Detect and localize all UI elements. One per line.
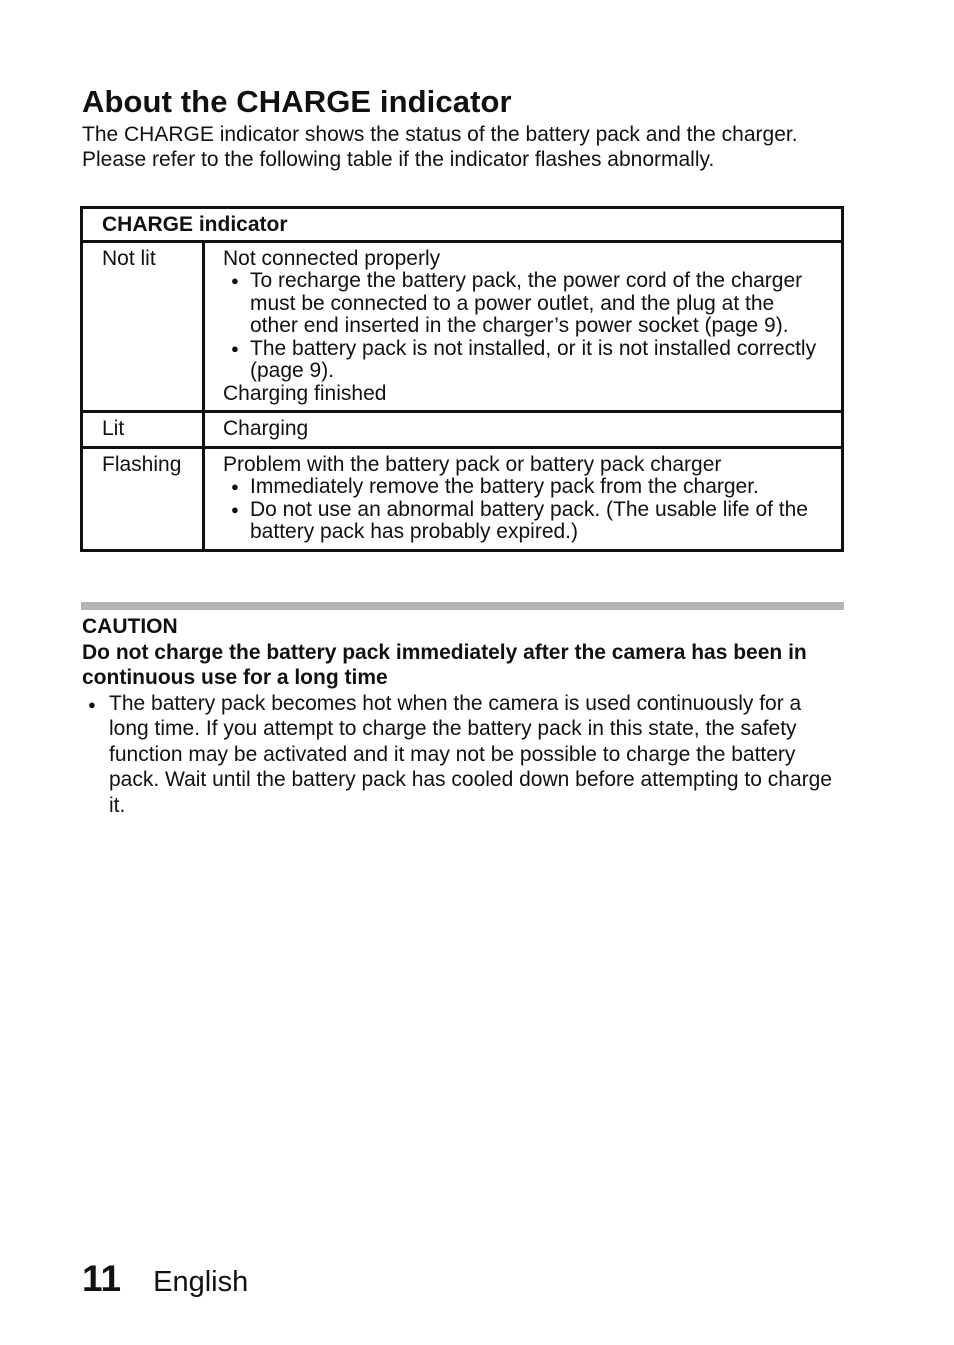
bullet-item: ● The battery pack is not installed, or it is not installed correctly (page 9). bbox=[223, 338, 823, 383]
indicator-description bbox=[204, 412, 843, 448]
description-bullets bbox=[223, 476, 823, 544]
caution-heading: CAUTION bbox=[82, 615, 178, 638]
table-row bbox=[82, 447, 843, 550]
indicator-state: Not lit bbox=[82, 241, 204, 412]
charge-indicator-table bbox=[80, 206, 844, 552]
indicator-description bbox=[204, 447, 843, 550]
description-footer: Charging finished bbox=[223, 381, 387, 405]
intro-text bbox=[82, 122, 882, 172]
bullet-item: ● To recharge the battery pack, the power cord of the charger must be connected to a power outlet, and the plug at the other end inserted in the charger’s power socket (page 9). bbox=[223, 270, 823, 338]
caution-subheading: Do not charge the battery pack immediately after the camera has been in continuous use for a long time bbox=[82, 640, 807, 689]
table-row bbox=[82, 241, 843, 412]
indicator-state: Lit bbox=[82, 412, 204, 448]
indicator-state: Flashing bbox=[82, 447, 204, 550]
intro-line: Please refer to the following table if the indicator flashes abnormally. bbox=[82, 148, 715, 171]
indicator-description bbox=[204, 241, 843, 412]
bullet-item: ● Do not use an abnormal battery pack. (The usable life of the battery pack has probably expired.) bbox=[223, 499, 823, 544]
description-heading: Charging bbox=[223, 417, 309, 440]
caution-bullets bbox=[82, 691, 844, 819]
description-heading: Problem with the battery pack or battery pack charger bbox=[223, 452, 722, 476]
description-heading: Not connected properly bbox=[223, 246, 441, 270]
page-number: 11 bbox=[82, 1258, 122, 1299]
table-row bbox=[82, 412, 843, 448]
page-language: English bbox=[153, 1266, 249, 1298]
page-title: About the CHARGE indicator bbox=[82, 84, 512, 119]
caution-divider bbox=[81, 602, 844, 610]
table-header-row bbox=[82, 208, 843, 242]
table-header: CHARGE indicator bbox=[82, 208, 843, 242]
bullet-item: ● Immediately remove the battery pack from the charger. bbox=[223, 476, 823, 499]
intro-line: The CHARGE indicator shows the status of the battery pack and the charger. bbox=[82, 123, 798, 146]
caution-bullet-item: ● The battery pack becomes hot when the camera is used continuously for a long time. If you attempt to charge the battery pack in this state, the safety function may be activated and it may not be possible to charge the battery pack. Wait until the battery pack has cooled down before attempting to charge it. bbox=[82, 691, 844, 819]
page-footer bbox=[82, 1258, 248, 1300]
caution-section bbox=[82, 614, 844, 818]
description-bullets bbox=[223, 270, 823, 383]
